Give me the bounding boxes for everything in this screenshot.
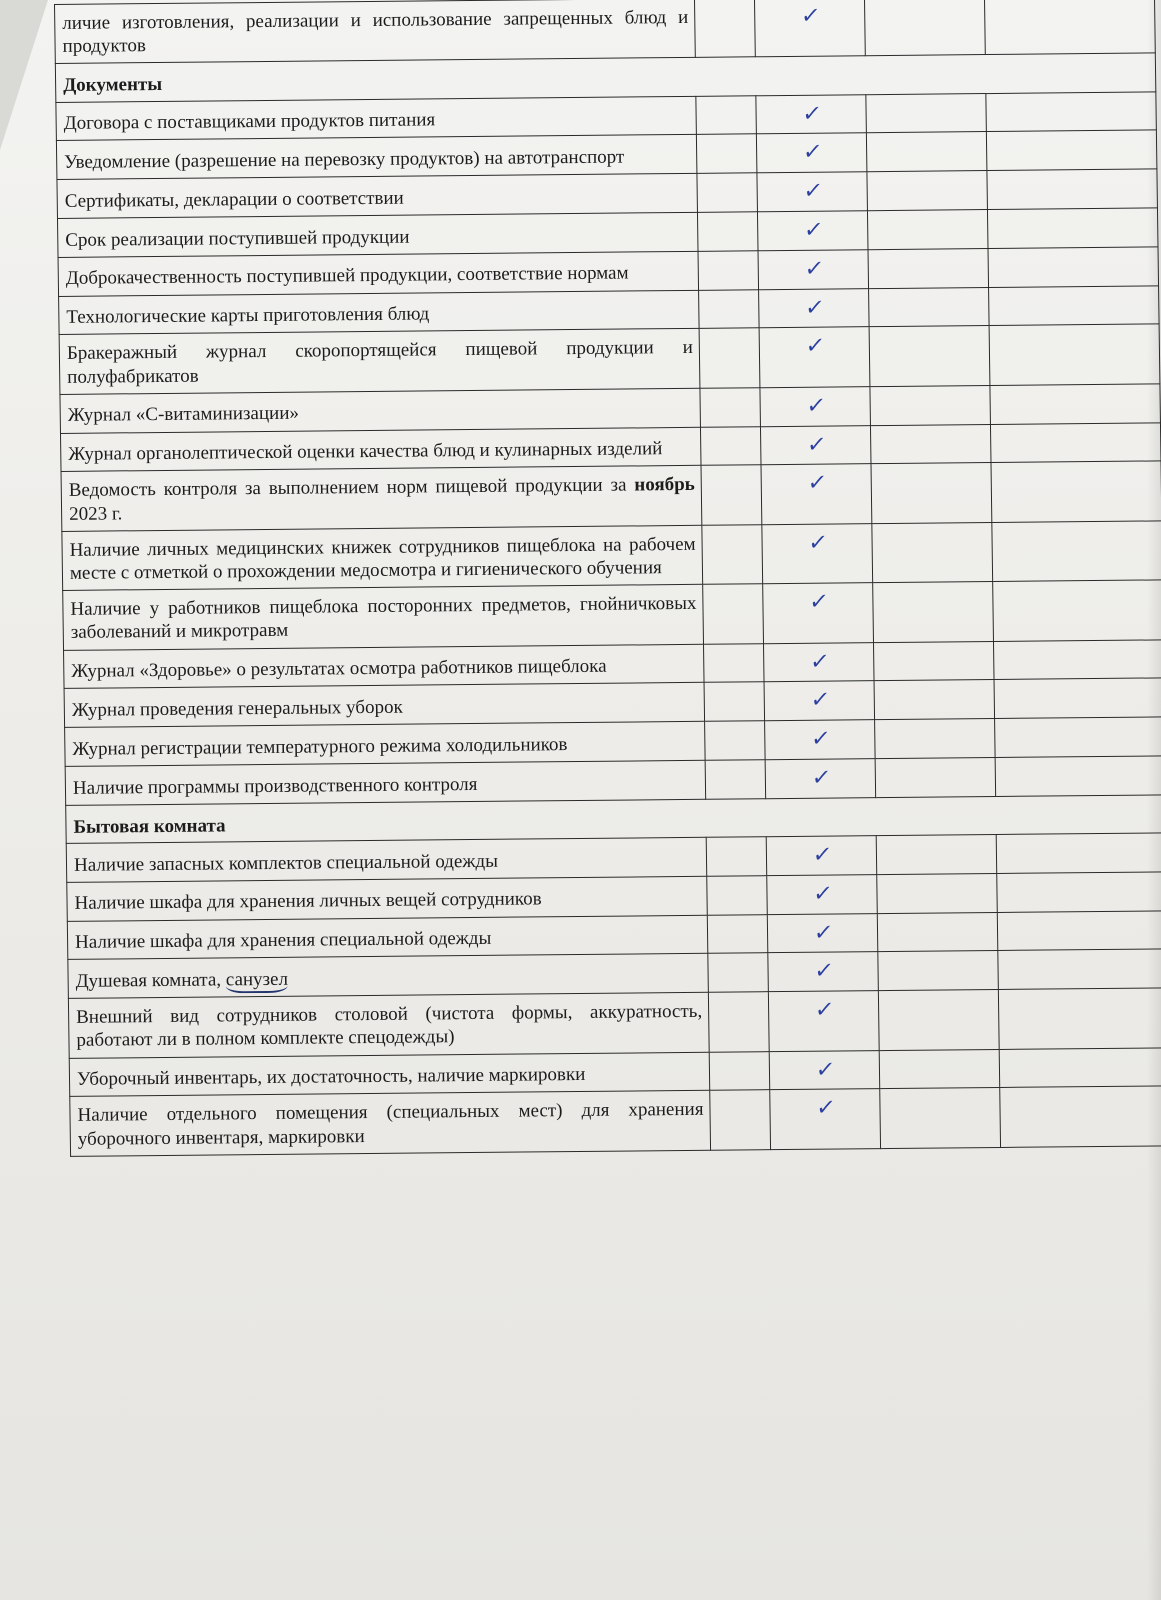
empty-cell xyxy=(997,911,1161,951)
empty-cell xyxy=(989,324,1160,385)
folded-page-corner xyxy=(0,0,48,150)
empty-cell xyxy=(878,990,999,1050)
item-label: Технологические карты приготовления блюд xyxy=(66,303,430,329)
check-cell xyxy=(768,952,879,992)
check-mark-icon: ✓ xyxy=(813,997,836,1024)
empty-cell xyxy=(877,873,998,913)
item-label: Журнал «Здоровье» о результатах осмотра работников пищеблока xyxy=(71,655,607,683)
inspection-checklist-table xyxy=(54,0,1161,1157)
check-mark-icon: ✓ xyxy=(811,881,834,907)
item-label: Наличие шкафа для хранения личных вещей сотрудников xyxy=(74,888,542,915)
empty-cell xyxy=(995,717,1161,757)
check-mark-icon: ✓ xyxy=(814,1057,836,1083)
check-cell xyxy=(769,1050,880,1090)
checklist-item-text xyxy=(60,388,701,433)
item-label: Договора с поставщиками продуктов питания xyxy=(63,109,436,135)
check-mark-icon: ✓ xyxy=(801,139,824,166)
check-cell xyxy=(765,720,876,760)
item-label: Наличие личных медицинских книжек сотрудников пищеблока на рабочем месте с отметкой о прохождении медосмотра и гигиенического обучения xyxy=(69,533,696,584)
empty-cell xyxy=(988,247,1159,287)
item-label: Наличие запасных комплектов специальной одежды xyxy=(73,850,499,876)
check-mark-icon: ✓ xyxy=(799,3,822,29)
checklist-item-text xyxy=(56,135,697,180)
checklist-item-text xyxy=(57,212,698,257)
check-cell xyxy=(757,172,868,212)
item-label: Сертификаты, декларации о соответствии xyxy=(64,187,404,212)
check-mark-icon: ✓ xyxy=(809,687,831,714)
empty-cell xyxy=(989,286,1160,326)
checklist-row xyxy=(70,1086,1161,1156)
empty-cell xyxy=(987,208,1158,248)
check-cell xyxy=(757,211,868,251)
checklist-sheet xyxy=(54,0,1161,1157)
checklist-body xyxy=(55,0,1161,1156)
empty-cell xyxy=(874,680,995,720)
empty-cell xyxy=(872,522,993,582)
empty-cell xyxy=(876,834,997,874)
item-label: Внешний вид сотрудников столовой (чистота формы, аккуратность, работают ли в полном комплекте спецодежды) xyxy=(76,1001,703,1052)
empty-cell xyxy=(702,525,763,585)
empty-cell xyxy=(696,95,757,134)
check-cell xyxy=(759,288,870,328)
empty-cell xyxy=(870,385,991,425)
empty-cell xyxy=(710,1090,771,1150)
empty-cell xyxy=(998,988,1161,1049)
check-mark-icon: ✓ xyxy=(807,589,830,615)
check-cell xyxy=(763,583,874,643)
item-label: Уведомление (разрешение на перевозку продуктов) на автотранспорт xyxy=(64,146,625,173)
item-label: Наличие программы производственного контроля xyxy=(72,773,478,799)
item-label: Наличие у работников пищеблока посторонних предметов, гнойничковых заболеваний и микротравм xyxy=(70,593,697,644)
check-mark-icon: ✓ xyxy=(806,530,829,556)
check-cell xyxy=(754,0,865,57)
checklist-item-text xyxy=(56,96,697,141)
check-mark-icon: ✓ xyxy=(806,471,828,497)
check-mark-icon: ✓ xyxy=(803,256,825,282)
empty-cell xyxy=(869,287,990,327)
empty-cell xyxy=(697,173,758,212)
empty-cell xyxy=(706,837,767,876)
empty-cell xyxy=(707,914,768,953)
check-cell xyxy=(761,464,872,524)
check-mark-icon: ✓ xyxy=(811,842,833,868)
checklist-item-text xyxy=(58,251,699,296)
checklist-item-text xyxy=(55,0,696,64)
checklist-item-text xyxy=(67,876,708,921)
empty-cell xyxy=(870,424,991,464)
empty-cell xyxy=(708,953,769,992)
item-label: Журнал регистрации температурного режима холодильников xyxy=(72,733,568,760)
empty-cell xyxy=(879,1049,1000,1089)
section-title: Бытовая комната xyxy=(66,795,1161,844)
empty-cell xyxy=(986,130,1157,170)
checklist-item-text xyxy=(69,1052,710,1097)
check-cell xyxy=(756,133,867,173)
empty-cell xyxy=(990,423,1161,463)
checklist-item-text xyxy=(65,721,706,766)
empty-cell xyxy=(877,912,998,952)
empty-cell xyxy=(705,721,766,760)
item-label: Журнал «С-витаминизации» xyxy=(67,403,300,427)
empty-cell xyxy=(698,251,759,290)
check-mark-icon: ✓ xyxy=(812,920,834,946)
empty-cell xyxy=(875,719,996,759)
empty-cell xyxy=(703,584,764,644)
check-cell xyxy=(759,327,870,387)
item-label: Наличие шкафа для хранения специальной одежды xyxy=(74,928,492,954)
check-mark-icon: ✓ xyxy=(808,649,831,675)
checklist-item-text xyxy=(68,954,709,999)
empty-cell xyxy=(699,328,760,388)
empty-cell xyxy=(868,248,989,288)
check-mark-icon: ✓ xyxy=(810,765,832,791)
empty-cell xyxy=(709,1051,770,1090)
checklist-item-text xyxy=(57,174,698,219)
empty-cell xyxy=(997,872,1161,912)
empty-cell xyxy=(708,992,769,1052)
check-cell xyxy=(756,94,867,134)
item-label: Наличие отдельного помещения (специальных мест) для хранения уборочного инвентаря, маркировки xyxy=(77,1099,704,1150)
checklist-item-text xyxy=(62,525,703,590)
check-mark-icon: ✓ xyxy=(805,432,828,458)
checklist-row xyxy=(63,580,1161,650)
empty-cell xyxy=(993,580,1161,641)
empty-cell xyxy=(705,760,766,799)
empty-cell xyxy=(869,326,990,386)
check-cell xyxy=(760,387,871,427)
check-cell xyxy=(763,642,874,682)
item-label: Журнал проведения генеральных уборок xyxy=(71,696,403,721)
check-cell xyxy=(766,836,877,876)
check-cell xyxy=(764,681,875,721)
empty-cell xyxy=(987,169,1158,209)
empty-cell xyxy=(703,643,764,682)
checklist-item-text xyxy=(70,1091,711,1156)
item-label: Срок реализации поступившей продукции xyxy=(65,226,410,251)
check-cell xyxy=(767,874,878,914)
checklist-item-text xyxy=(64,683,705,728)
empty-cell xyxy=(700,388,761,427)
check-cell xyxy=(770,1089,881,1149)
empty-cell xyxy=(707,876,768,915)
checklist-item-text xyxy=(61,466,702,531)
check-mark-icon: ✓ xyxy=(805,393,827,419)
empty-cell xyxy=(867,171,988,211)
item-label: личие изготовления, реализации и использование запрещенных блюд и продуктов xyxy=(62,6,689,58)
check-mark-icon: ✓ xyxy=(804,334,826,360)
item-label: Доброкачественность поступившей продукции, соответствие нормам xyxy=(65,262,629,290)
empty-cell xyxy=(990,384,1161,424)
empty-cell xyxy=(984,0,1155,55)
item-label: Душевая комната, xyxy=(75,969,226,992)
checklist-item-text xyxy=(64,644,705,689)
checklist-row xyxy=(62,521,1161,591)
empty-cell xyxy=(880,1088,1001,1148)
empty-cell xyxy=(699,289,760,328)
checklist-item-text xyxy=(60,427,701,472)
check-mark-icon: ✓ xyxy=(802,178,824,204)
checklist-row xyxy=(68,988,1161,1058)
check-cell xyxy=(758,250,869,290)
checklist-item-text xyxy=(66,837,707,882)
check-mark-icon: ✓ xyxy=(814,1096,837,1122)
check-cell xyxy=(765,759,876,799)
checklist-row xyxy=(59,324,1160,394)
check-cell xyxy=(760,425,871,465)
check-cell xyxy=(767,913,878,953)
checklist-item-text xyxy=(65,760,706,805)
check-mark-icon: ✓ xyxy=(800,101,823,127)
empty-cell xyxy=(995,756,1161,796)
section-title: Документы xyxy=(55,53,1155,102)
item-label: Бракеражный журнал скоропортящейся пищевой продукции и полуфабрикатов xyxy=(66,337,694,388)
empty-cell xyxy=(986,91,1157,131)
underlined-word: санузел xyxy=(226,969,289,994)
checklist-item-text xyxy=(68,993,709,1058)
item-month: ноябрь xyxy=(634,474,695,496)
item-label: Журнал органолептической оценки качества блюд и кулинарных изделий xyxy=(68,438,663,466)
check-mark-icon: ✓ xyxy=(812,959,835,985)
empty-cell xyxy=(873,641,994,681)
check-cell xyxy=(768,991,879,1051)
empty-cell xyxy=(866,132,987,172)
empty-cell xyxy=(864,0,985,56)
empty-cell xyxy=(992,521,1161,582)
check-mark-icon: ✓ xyxy=(802,217,825,243)
empty-cell xyxy=(991,461,1161,522)
empty-cell xyxy=(996,833,1161,873)
empty-cell xyxy=(993,639,1161,679)
check-mark-icon: ✓ xyxy=(803,295,826,321)
checklist-item-text xyxy=(67,915,708,960)
item-year: 2023 г. xyxy=(68,503,123,525)
check-cell xyxy=(762,523,873,583)
checklist-item-text xyxy=(59,290,700,335)
checklist-row xyxy=(61,461,1161,531)
empty-cell xyxy=(701,465,762,525)
checklist-item-text xyxy=(59,329,700,394)
empty-cell xyxy=(697,212,758,251)
empty-cell xyxy=(994,678,1161,718)
checklist-item-text xyxy=(63,584,704,649)
empty-cell xyxy=(696,134,757,173)
empty-cell xyxy=(694,0,755,58)
item-label: Уборочный инвентарь, их достаточность, наличие маркировки xyxy=(76,1064,586,1091)
empty-cell xyxy=(1000,1086,1161,1147)
empty-cell xyxy=(878,951,999,991)
check-mark-icon: ✓ xyxy=(809,726,832,752)
empty-cell xyxy=(875,757,996,797)
empty-cell xyxy=(704,682,765,721)
empty-cell xyxy=(867,210,988,250)
empty-cell xyxy=(871,463,992,523)
empty-cell xyxy=(999,1047,1161,1087)
empty-cell xyxy=(700,426,761,465)
empty-cell xyxy=(998,949,1161,989)
empty-cell xyxy=(866,93,987,133)
empty-cell xyxy=(873,582,994,642)
item-label: Ведомость контроля за выполнением норм пищевой продукции за xyxy=(68,475,627,502)
